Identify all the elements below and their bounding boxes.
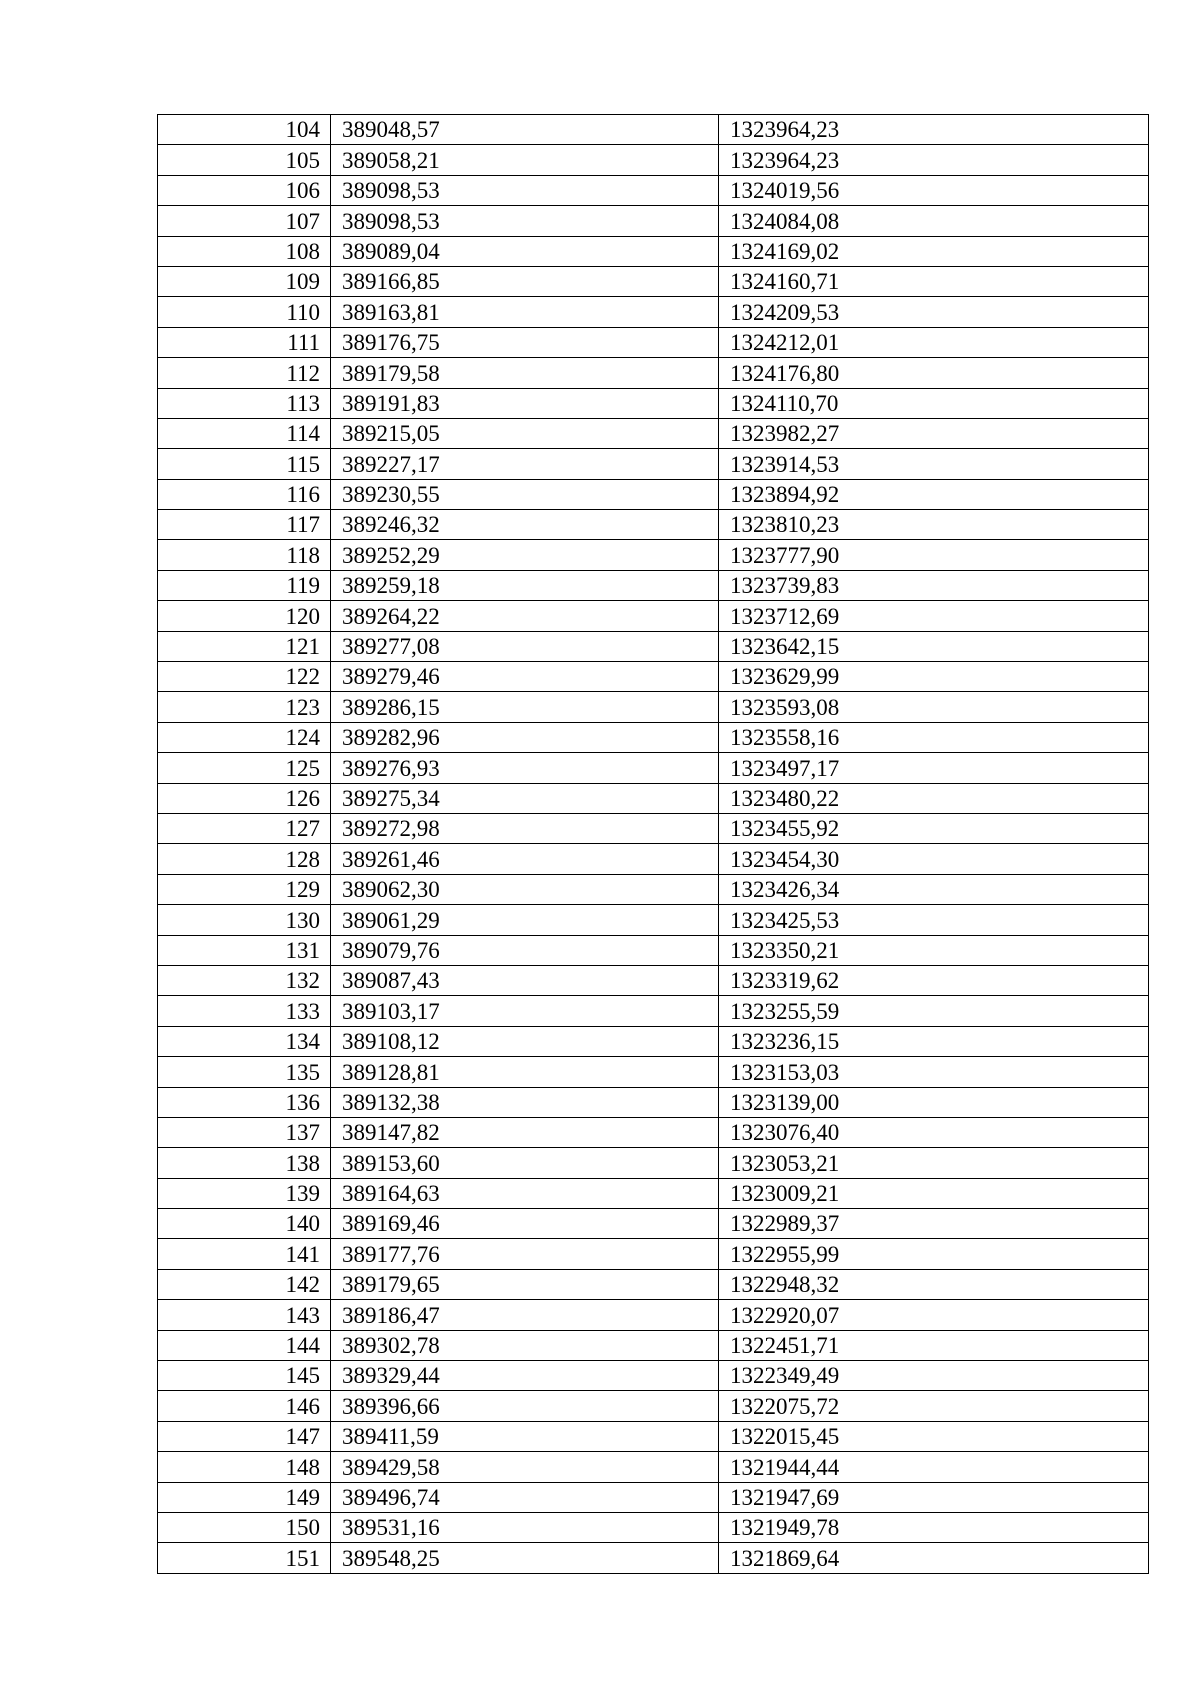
table-row — [158, 1148, 1149, 1178]
point-number-cell: 138 — [158, 1148, 331, 1178]
point-number-cell: 135 — [158, 1057, 331, 1087]
table-row — [158, 601, 1149, 631]
point-number-cell: 125 — [158, 753, 331, 783]
y-coordinate-cell: 1323425,53 — [719, 905, 1149, 935]
point-number-cell: 113 — [158, 388, 331, 418]
y-coordinate-cell: 1322955,99 — [719, 1239, 1149, 1269]
y-coordinate-cell: 1323982,27 — [719, 418, 1149, 448]
x-coordinate-cell: 389246,32 — [331, 510, 719, 540]
y-coordinate-cell: 1324209,53 — [719, 297, 1149, 327]
point-number-cell: 143 — [158, 1300, 331, 1330]
point-number-cell: 117 — [158, 510, 331, 540]
y-coordinate-cell: 1324110,70 — [719, 388, 1149, 418]
x-coordinate-cell: 389275,34 — [331, 783, 719, 813]
point-number-cell: 144 — [158, 1330, 331, 1360]
point-number-cell: 110 — [158, 297, 331, 327]
y-coordinate-cell: 1323497,17 — [719, 753, 1149, 783]
y-coordinate-cell: 1322075,72 — [719, 1391, 1149, 1421]
x-coordinate-cell: 389396,66 — [331, 1391, 719, 1421]
y-coordinate-cell: 1322989,37 — [719, 1209, 1149, 1239]
x-coordinate-cell: 389128,81 — [331, 1057, 719, 1087]
x-coordinate-cell: 389179,58 — [331, 358, 719, 388]
table-row — [158, 1026, 1149, 1056]
y-coordinate-cell: 1324169,02 — [719, 236, 1149, 266]
x-coordinate-cell: 389429,58 — [331, 1452, 719, 1482]
point-number-cell: 141 — [158, 1239, 331, 1269]
x-coordinate-cell: 389279,46 — [331, 662, 719, 692]
table-row — [158, 813, 1149, 843]
x-coordinate-cell: 389179,65 — [331, 1269, 719, 1299]
x-coordinate-cell: 389153,60 — [331, 1148, 719, 1178]
point-number-cell: 151 — [158, 1543, 331, 1573]
y-coordinate-cell: 1323350,21 — [719, 935, 1149, 965]
point-number-cell: 106 — [158, 175, 331, 205]
x-coordinate-cell: 389169,46 — [331, 1209, 719, 1239]
y-coordinate-cell: 1323810,23 — [719, 510, 1149, 540]
table-row — [158, 1482, 1149, 1512]
x-coordinate-cell: 389089,04 — [331, 236, 719, 266]
x-coordinate-cell: 389098,53 — [331, 206, 719, 236]
point-number-cell: 109 — [158, 266, 331, 296]
y-coordinate-cell: 1321944,44 — [719, 1452, 1149, 1482]
x-coordinate-cell: 389087,43 — [331, 965, 719, 995]
table-row — [158, 1057, 1149, 1087]
point-number-cell: 149 — [158, 1482, 331, 1512]
point-number-cell: 146 — [158, 1391, 331, 1421]
table-row — [158, 783, 1149, 813]
x-coordinate-cell: 389230,55 — [331, 479, 719, 509]
point-number-cell: 148 — [158, 1452, 331, 1482]
x-coordinate-cell: 389261,46 — [331, 844, 719, 874]
y-coordinate-cell: 1323053,21 — [719, 1148, 1149, 1178]
table-row — [158, 388, 1149, 418]
y-coordinate-cell: 1323642,15 — [719, 631, 1149, 661]
point-number-cell: 129 — [158, 874, 331, 904]
y-coordinate-cell: 1324176,80 — [719, 358, 1149, 388]
y-coordinate-cell: 1323629,99 — [719, 662, 1149, 692]
y-coordinate-cell: 1324160,71 — [719, 266, 1149, 296]
table-row — [158, 236, 1149, 266]
x-coordinate-cell: 389252,29 — [331, 540, 719, 570]
x-coordinate-cell: 389061,29 — [331, 905, 719, 935]
x-coordinate-cell: 389103,17 — [331, 996, 719, 1026]
coordinates-table-body — [158, 115, 1149, 1574]
point-number-cell: 139 — [158, 1178, 331, 1208]
table-row — [158, 1269, 1149, 1299]
x-coordinate-cell: 389272,98 — [331, 813, 719, 843]
table-row — [158, 1239, 1149, 1269]
point-number-cell: 145 — [158, 1361, 331, 1391]
point-number-cell: 132 — [158, 965, 331, 995]
x-coordinate-cell: 389548,25 — [331, 1543, 719, 1573]
table-row — [158, 905, 1149, 935]
x-coordinate-cell: 389108,12 — [331, 1026, 719, 1056]
table-row — [158, 510, 1149, 540]
table-row — [158, 449, 1149, 479]
x-coordinate-cell: 389227,17 — [331, 449, 719, 479]
table-row — [158, 175, 1149, 205]
x-coordinate-cell: 389176,75 — [331, 327, 719, 357]
y-coordinate-cell: 1321947,69 — [719, 1482, 1149, 1512]
y-coordinate-cell: 1323894,92 — [719, 479, 1149, 509]
table-row — [158, 1391, 1149, 1421]
point-number-cell: 137 — [158, 1117, 331, 1147]
y-coordinate-cell: 1323426,34 — [719, 874, 1149, 904]
table-row — [158, 965, 1149, 995]
table-row — [158, 297, 1149, 327]
x-coordinate-cell: 389048,57 — [331, 115, 719, 145]
x-coordinate-cell: 389164,63 — [331, 1178, 719, 1208]
table-row — [158, 662, 1149, 692]
x-coordinate-cell: 389163,81 — [331, 297, 719, 327]
point-number-cell: 112 — [158, 358, 331, 388]
y-coordinate-cell: 1323139,00 — [719, 1087, 1149, 1117]
point-number-cell: 128 — [158, 844, 331, 874]
x-coordinate-cell: 389264,22 — [331, 601, 719, 631]
table-row — [158, 115, 1149, 145]
y-coordinate-cell: 1323777,90 — [719, 540, 1149, 570]
table-row — [158, 935, 1149, 965]
table-row — [158, 358, 1149, 388]
y-coordinate-cell: 1323153,03 — [719, 1057, 1149, 1087]
y-coordinate-cell: 1321949,78 — [719, 1512, 1149, 1542]
y-coordinate-cell: 1322451,71 — [719, 1330, 1149, 1360]
y-coordinate-cell: 1323712,69 — [719, 601, 1149, 631]
x-coordinate-cell: 389147,82 — [331, 1117, 719, 1147]
point-number-cell: 114 — [158, 418, 331, 448]
table-row — [158, 722, 1149, 752]
x-coordinate-cell: 389496,74 — [331, 1482, 719, 1512]
coordinates-table — [157, 114, 1149, 1574]
point-number-cell: 130 — [158, 905, 331, 935]
table-row — [158, 1087, 1149, 1117]
y-coordinate-cell: 1323739,83 — [719, 570, 1149, 600]
x-coordinate-cell: 389098,53 — [331, 175, 719, 205]
y-coordinate-cell: 1323236,15 — [719, 1026, 1149, 1056]
point-number-cell: 134 — [158, 1026, 331, 1056]
table-row — [158, 145, 1149, 175]
x-coordinate-cell: 389186,47 — [331, 1300, 719, 1330]
table-row — [158, 1300, 1149, 1330]
x-coordinate-cell: 389531,16 — [331, 1512, 719, 1542]
y-coordinate-cell: 1323964,23 — [719, 145, 1149, 175]
table-row — [158, 1512, 1149, 1542]
y-coordinate-cell: 1321869,64 — [719, 1543, 1149, 1573]
table-row — [158, 1209, 1149, 1239]
x-coordinate-cell: 389166,85 — [331, 266, 719, 296]
table-row — [158, 327, 1149, 357]
point-number-cell: 136 — [158, 1087, 331, 1117]
y-coordinate-cell: 1323593,08 — [719, 692, 1149, 722]
point-number-cell: 140 — [158, 1209, 331, 1239]
point-number-cell: 124 — [158, 722, 331, 752]
table-row — [158, 1421, 1149, 1451]
y-coordinate-cell: 1323009,21 — [719, 1178, 1149, 1208]
x-coordinate-cell: 389132,38 — [331, 1087, 719, 1117]
x-coordinate-cell: 389329,44 — [331, 1361, 719, 1391]
point-number-cell: 126 — [158, 783, 331, 813]
table-row — [158, 266, 1149, 296]
table-row — [158, 479, 1149, 509]
table-row — [158, 692, 1149, 722]
table-row — [158, 418, 1149, 448]
point-number-cell: 121 — [158, 631, 331, 661]
point-number-cell: 115 — [158, 449, 331, 479]
y-coordinate-cell: 1323558,16 — [719, 722, 1149, 752]
point-number-cell: 108 — [158, 236, 331, 266]
point-number-cell: 122 — [158, 662, 331, 692]
y-coordinate-cell: 1323914,53 — [719, 449, 1149, 479]
table-row — [158, 570, 1149, 600]
point-number-cell: 107 — [158, 206, 331, 236]
x-coordinate-cell: 389259,18 — [331, 570, 719, 600]
table-row — [158, 540, 1149, 570]
table-row — [158, 1543, 1149, 1573]
table-row — [158, 1361, 1149, 1391]
y-coordinate-cell: 1322948,32 — [719, 1269, 1149, 1299]
x-coordinate-cell: 389276,93 — [331, 753, 719, 783]
table-row — [158, 1178, 1149, 1208]
point-number-cell: 147 — [158, 1421, 331, 1451]
y-coordinate-cell: 1323455,92 — [719, 813, 1149, 843]
point-number-cell: 111 — [158, 327, 331, 357]
point-number-cell: 150 — [158, 1512, 331, 1542]
y-coordinate-cell: 1323480,22 — [719, 783, 1149, 813]
point-number-cell: 104 — [158, 115, 331, 145]
y-coordinate-cell: 1322015,45 — [719, 1421, 1149, 1451]
point-number-cell: 119 — [158, 570, 331, 600]
table-row — [158, 753, 1149, 783]
y-coordinate-cell: 1322920,07 — [719, 1300, 1149, 1330]
table-row — [158, 631, 1149, 661]
point-number-cell: 133 — [158, 996, 331, 1026]
x-coordinate-cell: 389177,76 — [331, 1239, 719, 1269]
point-number-cell: 131 — [158, 935, 331, 965]
y-coordinate-cell: 1323964,23 — [719, 115, 1149, 145]
table-row — [158, 1117, 1149, 1147]
y-coordinate-cell: 1323454,30 — [719, 844, 1149, 874]
point-number-cell: 127 — [158, 813, 331, 843]
x-coordinate-cell: 389215,05 — [331, 418, 719, 448]
x-coordinate-cell: 389282,96 — [331, 722, 719, 752]
point-number-cell: 118 — [158, 540, 331, 570]
x-coordinate-cell: 389277,08 — [331, 631, 719, 661]
x-coordinate-cell: 389286,15 — [331, 692, 719, 722]
table-row — [158, 1330, 1149, 1360]
x-coordinate-cell: 389058,21 — [331, 145, 719, 175]
point-number-cell: 142 — [158, 1269, 331, 1299]
table-row — [158, 996, 1149, 1026]
x-coordinate-cell: 389411,59 — [331, 1421, 719, 1451]
y-coordinate-cell: 1323076,40 — [719, 1117, 1149, 1147]
y-coordinate-cell: 1323255,59 — [719, 996, 1149, 1026]
table-row — [158, 874, 1149, 904]
point-number-cell: 105 — [158, 145, 331, 175]
x-coordinate-cell: 389302,78 — [331, 1330, 719, 1360]
y-coordinate-cell: 1323319,62 — [719, 965, 1149, 995]
point-number-cell: 123 — [158, 692, 331, 722]
x-coordinate-cell: 389062,30 — [331, 874, 719, 904]
point-number-cell: 120 — [158, 601, 331, 631]
y-coordinate-cell: 1322349,49 — [719, 1361, 1149, 1391]
point-number-cell: 116 — [158, 479, 331, 509]
y-coordinate-cell: 1324019,56 — [719, 175, 1149, 205]
table-row — [158, 206, 1149, 236]
y-coordinate-cell: 1324084,08 — [719, 206, 1149, 236]
table-row — [158, 1452, 1149, 1482]
y-coordinate-cell: 1324212,01 — [719, 327, 1149, 357]
table-row — [158, 844, 1149, 874]
x-coordinate-cell: 389191,83 — [331, 388, 719, 418]
x-coordinate-cell: 389079,76 — [331, 935, 719, 965]
